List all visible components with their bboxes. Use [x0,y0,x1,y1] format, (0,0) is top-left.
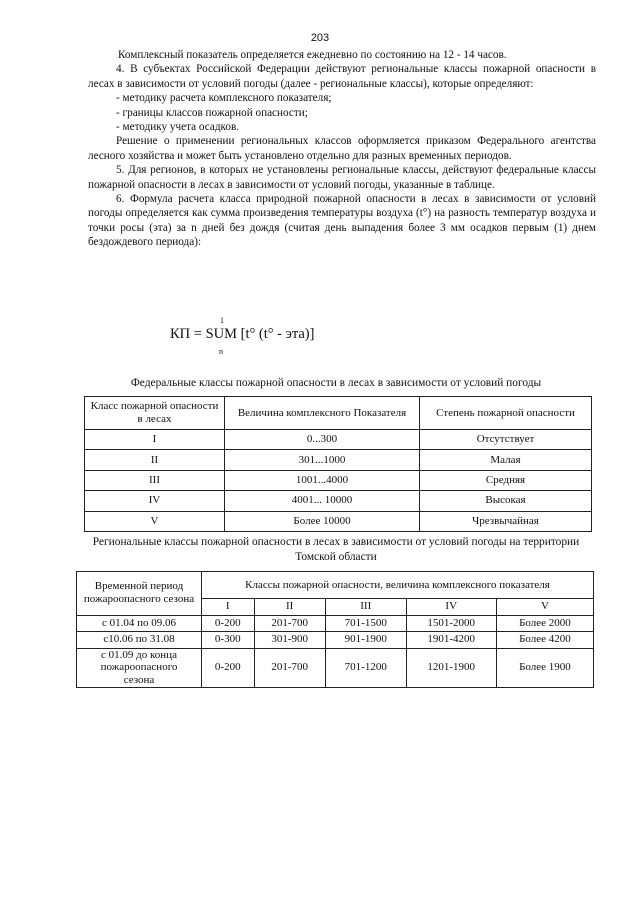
cell-class: I [85,430,225,450]
cell-value: 701-1500 [325,615,406,632]
paragraph-decision: Решение о применении региональных классов оформляется приказом Федерального агентства лесного хозяйства и может быть установлено отдельно для разных временных периодов. [88,135,596,162]
regional-table-caption: Региональные классы пожарной опасности в лесах в зависимости от условий погоды на территории Томской области [92,536,580,563]
table-row [77,648,594,687]
table-header-row [85,397,592,430]
table-row [85,430,592,450]
cell-degree: Средняя [420,470,592,490]
cell-degree: Отсутствует [420,430,592,450]
cell-class: II [85,450,225,470]
cell-value: 301-900 [254,632,325,649]
cell-value: 201-700 [254,648,325,687]
page-number: 203 [310,32,330,44]
cell-class: III [85,470,225,490]
cell-value: 0-200 [202,615,255,632]
table-row [77,615,594,632]
table-row [85,470,592,490]
list-item: - методику учета осадков. [116,121,240,134]
cell-class: IV [85,491,225,511]
cell-value: 901-1900 [325,632,406,649]
cell-degree: Малая [420,450,592,470]
cell-degree: Чрезвычайная [420,511,592,531]
formula-expression: КП = SUM [t° (t° - эта)] [170,326,315,342]
header-classes: Классы пожарной опасности, величина комплексного показателя [202,572,594,599]
table-row [77,632,594,649]
cell-value: 4001... 10000 [225,491,420,511]
cell-value: 1901-4200 [406,632,496,649]
formula-lower-limit: n [219,347,223,356]
cell-value: 1001...4000 [225,470,420,490]
regional-classes-table [76,571,594,688]
header-class-label: I [202,599,255,616]
paragraph-regional-classes: 4. В субъектах Российской Федерации действуют региональные классы пожарной опасности в лесах в зависимости от условий погоды (далее - региональные классы), которые определяют: [88,63,596,90]
cell-value: Более 10000 [225,511,420,531]
cell-value: 201-700 [254,615,325,632]
cell-period: с 01.04 по 09.06 [77,615,202,632]
cell-period: с10.06 по 31.08 [77,632,202,649]
paragraph-daily: Комплексный показатель определяется ежедневно по состоянию на 12 - 14 часов. [118,49,507,61]
cell-value: Более 2000 [496,615,593,632]
header-class-label: III [325,599,406,616]
cell-value: 0-200 [202,648,255,687]
cell-value: 301...1000 [225,450,420,470]
table-row [85,450,592,470]
cell-period: с 01.09 до конца пожароопасного сезона [77,648,202,687]
paragraph-federal: 5. Для регионов, в которых не установлены региональные классы, действуют федеральные классы пожарной опасности в лесах в зависимости от условий погоды, указанные в таблице. [88,164,596,191]
cell-value: Более 4200 [496,632,593,649]
formula-upper-limit: 1 [220,316,224,325]
cell-degree: Высокая [420,491,592,511]
federal-table-caption: Федеральные классы пожарной опасности в лесах в зависимости от условий погоды [130,377,542,389]
cell-class: V [85,511,225,531]
table-row [85,491,592,511]
header-class-label: II [254,599,325,616]
cell-value: 1501-2000 [406,615,496,632]
header-class-label: V [496,599,593,616]
paragraph-formula-intro: 6. Формула расчета класса природной пожарной опасности в лесах в зависимости от условий погоды определяется как сумма произведения температуры воздуха (t°) на разность температур воздуха и точки росы (эта) за n дней без дождя (считая день выпадения более 3 мм осадков первым (1) днем бездождевого периода): [88,193,596,249]
table-row [85,511,592,531]
cell-value: Более 1900 [496,648,593,687]
cell-value: 701-1200 [325,648,406,687]
table-header-row [77,572,594,599]
list-item: - границы классов пожарной опасности; [116,106,308,119]
formula [170,316,430,356]
cell-value: 0...300 [225,430,420,450]
federal-classes-table [84,396,592,532]
cell-value: 0-300 [202,632,255,649]
cell-value: 1201-1900 [406,648,496,687]
header-value: Величина комплексного Показателя [225,397,420,430]
list-item: - методику расчета комплексного показателя; [116,92,332,105]
header-period: Временной период пожароопасного сезона [77,572,202,616]
header-degree: Степень пожарной опасности [420,397,592,430]
body-text [88,48,596,250]
header-class-label: IV [406,599,496,616]
header-class: Класс пожарной опасности в лесах [85,397,225,430]
